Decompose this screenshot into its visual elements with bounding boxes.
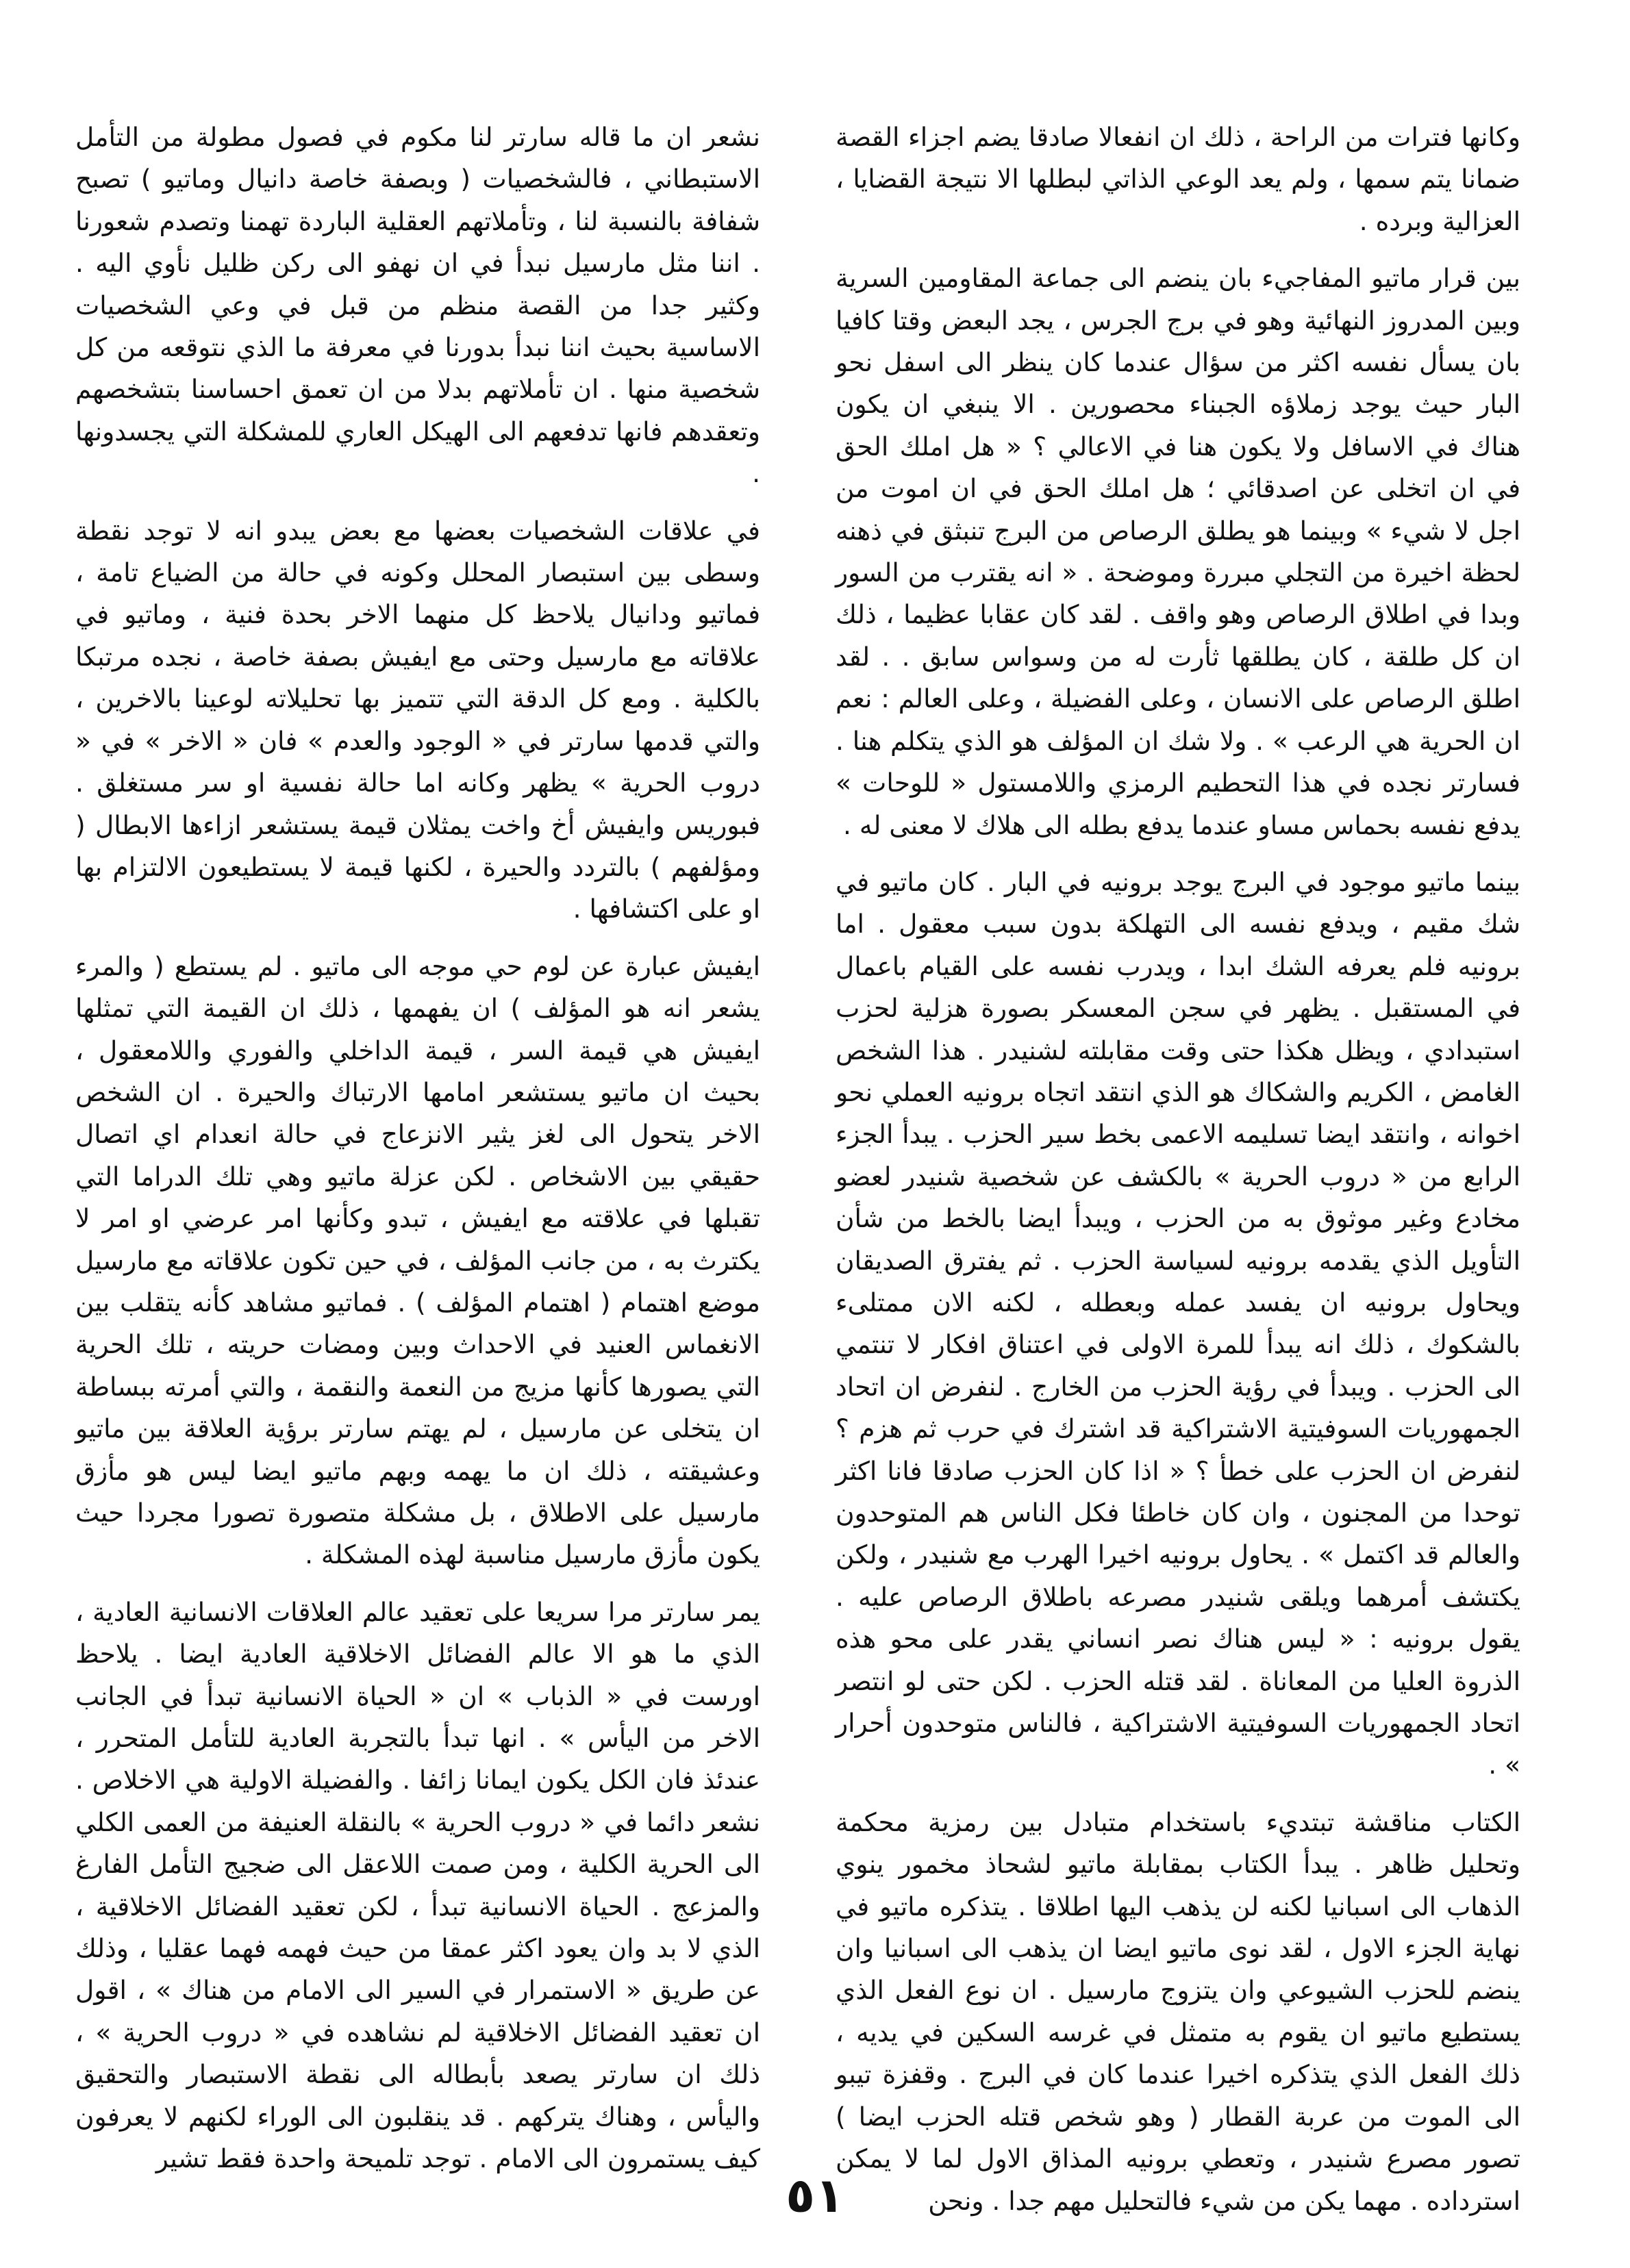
text-column-right (836, 116, 1520, 2216)
page-number: ٥١ (786, 2167, 844, 2223)
paragraph: ايفيش عبارة عن لوم حي موجه الى ماتيو . لم يستطع ( والمرء يشعر انه هو المؤلف ) ان يفهمها ، ذلك ان القيمة التي تمثلها ايفيش هي قيمة السر ، قيمة الداخلي والفوري واللامعقول ، بحيث ان ماتيو يستشعر امامها الارتباك والحيرة . ان الشخص الاخر يتحول الى لغز يثير الانزعاج في حالة انعدام اي اتصال حقيقي بين الاشخاص . لكن عزلة ماتيو وهي تلك الدراما التي تقبلها في علاقته مع ايفيش ، تبدو وكأنها امر عرضي او امر لا يكترث به ، من جانب المؤلف ، في حين تكون علاقاته مع مارسيل موضع اهتمام ( اهتمام المؤلف ) . فماتيو مشاهد كأنه يتقلب بين الانغماس العنيد في الاحداث وبين ومضات حريته ، تلك الحرية التي يصورها كأنها مزيج من النعمة والنقمة ، والتي أمرته ببساطة ان يتخلى عن مارسيل ، لم يهتم سارتر برؤية العلاقة بين ماتيو وعشيقته ، ذلك ان ما يهمه وبهم ماتيو ايضا ليس هو مأزق مارسيل على الاطلاق ، بل مشكلة متصورة تصورا مجردا حيث يكون مأزق مارسيل مناسبة لهذه المشكلة . (75, 950, 760, 1570)
paragraph: بينما ماتيو موجود في البرج يوجد برونيه في البار . كان ماتيو في شك مقيم ، ويدفع نفسه الى التهلكة بدون سبب معقول . اما برونيه فلم يعرفه الشك ابدا ، ويدرب نفسه على القيام باعمال في المستقبل . يظهر في سجن المعسكر بصورة هزلية لحزب استبدادي ، ويظل هكذا حتى وقت مقابلته لشنيدر . هذا الشخص الغامض ، الكريم والشكاك هو الذي انتقد اتجاه برونيه العملي نحو اخوانه ، وانتقد ايضا تسليمه الاعمى بخط سير الحزب . يبدأ الجزء الرابع من « دروب الحرية » بالكشف عن شخصية شنيدر لعضو مخادع وغير موثوق به من الحزب ، ويبدأ ايضا بالخط من شأن التأويل الذي يقدمه برونيه لسياسة الحزب . ثم يفترق الصديقان ويحاول برونيه ان يفسد عمله وبعطله ، لكنه الان ممتلىء بالشكوك ، ذلك انه يبدأ للمرة الاولى في اعتناق افكار لا تنتمي الى الحزب . ويبدأ في رؤية الحزب من الخارج . لنفرض ان اتحاد الجمهوريات السوفيتية الاشتراكية قد اشترك في حرب ثم هزم ؟ لنفرض ان الحزب على خطأ ؟ « اذا كان الحزب صادقا فانا اكثر توحدا من المجنون ، وان كان خاطئا فكل الناس هم المتوحدون والعالم قد اكتمل » . يحاول برونيه اخيرا الهرب مع شنيدر ، ولكن يكتشف أمرهما ويلقى شنيدر مصرعه باطلاق الرصاص عليه . يقول برونيه : « ليس هناك نصر انساني يقدر على محو هذه الذروة العليا من المعاناة . لقد قتله الحزب . لكن حتى لو انتصر اتحاد الجمهوريات السوفيتية الاشتراكية ، فالناس متوحدون أحرار » . (836, 866, 1520, 1780)
paragraph: بين قرار ماتيو المفاجيء بان ينضم الى جماعة المقاومين السرية وبين المدروز النهائية وهو في برج الجرس ، يجد البعض وقتا كافيا بان يسأل نفسه اكثر من سؤال عندما كان ينظر الى اسفل نحو البار حيث يوجد زملاؤه الجبناء محصورين . الا ينبغي ان يكون هناك في الاسافل ولا يكون هنا في الاعالي ؟ « هل املك الحق في ان اتخلى عن اصدقائي ؛ هل املك الحق في ان اموت من اجل لا شيء » وبينما هو يطلق الرصاص من البرج تنبثق في ذهنه لحظة اخيرة من التجلي مبررة وموضحة . « انه يقترب من السور وبدا في اطلاق الرصاص وهو واقف . لقد كان عقابا عظيما ، ذلك ان كل طلقة ، كان يطلقها ثأرت له من وسواس سابق . . لقد اطلق الرصاص على الانسان ، وعلى الفضيلة ، وعلى العالم : نعم ان الحرية هي الرعب » . ولا شك ان المؤلف هو الذي يتكلم هنا . فسارتر نجده في هذا التحطيم الرمزي واللامستول « للوحات » يدفع نفسه بحماس مساو عندما يدفع بطله الى هلاك لا معنى له . (836, 263, 1520, 840)
paragraph: في علاقات الشخصيات بعضها مع بعض يبدو انه لا توجد نقطة وسطى بين استبصار المحلل وكونه في حالة من الضياع تامة ، فماتيو ودانيال يلاحظ كل منهما الاخر بحدة فنية ، وماتيو في علاقاته مع مارسيل وحتى مع ايفيش بصفة خاصة ، نجده مرتبكا بالكلية . ومع كل الدقة التي تتميز بها تحليلاته لوعينا بالاخرين ، والتي قدمها سارتر في « الوجود والعدم » فان « الاخر » في « دروب الحرية » يظهر وكانه اما حالة نفسية او سر مستغلق . فبوريس وايفيش أخ واخت يمثلان قيمة يستشعر ازاءها الابطال ( ومؤلفهم ) بالتردد والحيرة ، لكنها قيمة لا يستطيعون الالتزام بها او على اكتشافها . (75, 515, 760, 924)
paragraph: نشعر ان ما قاله سارتر لنا مكوم في فصول مطولة من التأمل الاستبطاني ، فالشخصيات ( وبصفة خاصة دانيال وماتيو ) تصبح شفافة بالنسبة لنا ، وتأملاتهم العقلية الباردة تهمنا وتصدم شعورنا . اننا مثل مارسيل نبدأ في ان نهفو الى ركن ظليل نأوي اليه . وكثير جدا من القصة منظم من قبل في وعي الشخصيات الاساسية بحيث اننا نبدأ بدورنا في معرفة ما الذي نتوقعه من كل شخصية منها . ان تأملاتهم بدلا من ان تعمق احساسنا بتشخصهم وتعقدهم فانها تدفعهم الى الهيكل العاري للمشكلة التي يجسدونها . (75, 122, 760, 489)
paragraph: الكتاب مناقشة تبتديء باستخدام متبادل بين رمزية محكمة وتحليل ظاهر . يبدأ الكتاب بمقابلة ماتيو لشحاذ مخمور ينوي الذهاب الى اسبانيا لكنه لن يذهب اليها اطلاقا . يتذكره ماتيو في نهاية الجزء الاول ، لقد نوى ماتيو ايضا ان يذهب الى اسبانيا وان ينضم للحزب الشيوعي وان يتزوج مارسيل . ان نوع الفعل الذي يستطيع ماتيو ان يقوم به متمثل في غرسه السكين في يديه ، ذلك الفعل الذي يتذكره اخيرا عندما كان في البرج . وقفزة تيبو الى الموت من عربة القطار ( وهو شخص قتله الحزب ايضا ) تصور مصرع شنيدر ، وتعطي برونيه المذاق الاول لما لا يمكن استرداده . مهما يكن من شيء فالتحليل مهم جدا . ونحن (836, 1806, 1520, 2216)
paragraph: وكانها فترات من الراحة ، ذلك ان انفعالا صادقا يضم اجزاء القصة ضمانا يتم سمها ، ولم يعد الوعي الذاتي لبطلها الا نتيجة القضايا ، العزالية وبرده . (836, 122, 1520, 236)
text-column-left (75, 116, 760, 2174)
paragraph: يمر سارتر مرا سريعا على تعقيد عالم العلاقات الانسانية العادية ، الذي ما هو الا عالم الفضائل الاخلاقية العادية ايضا . يلاحظ اورست في « الذباب » ان « الحياة الانسانية تبدأ في الجانب الاخر من اليأس » . انها تبدأ بالتجربة العادية للتأمل المتحرر ، عندئذ فان الكل يكون ايمانا زائفا . والفضيلة الاولية هي الاخلاص . نشعر دائما في « دروب الحرية » بالنقلة العنيفة من العمى الكلي الى الحرية الكلية ، ومن صمت اللاعقل الى ضجيج التأمل الفارغ والمزعج . الحياة الانسانية تبدأ ، لكن تعقيد الفضائل الاخلاقية ، الذي لا بد وان يعود اكثر عمقا من حيث فهمه فهما عقليا ، وذلك عن طريق « الاستمرار في السير الى الامام من هناك » ، اقول ان تعقيد الفضائل الاخلاقية لم نشاهده في « دروب الحرية » ، ذلك ان سارتر يصعد بأبطاله الى نقطة الاستبصار والتحقيق واليأس ، وهناك يتركهم . قد ينقلبون الى الوراء لكنهم لا يعرفون كيف يستمرون الى الامام . توجد تلميحة واحدة فقط تشير (75, 1596, 760, 2174)
